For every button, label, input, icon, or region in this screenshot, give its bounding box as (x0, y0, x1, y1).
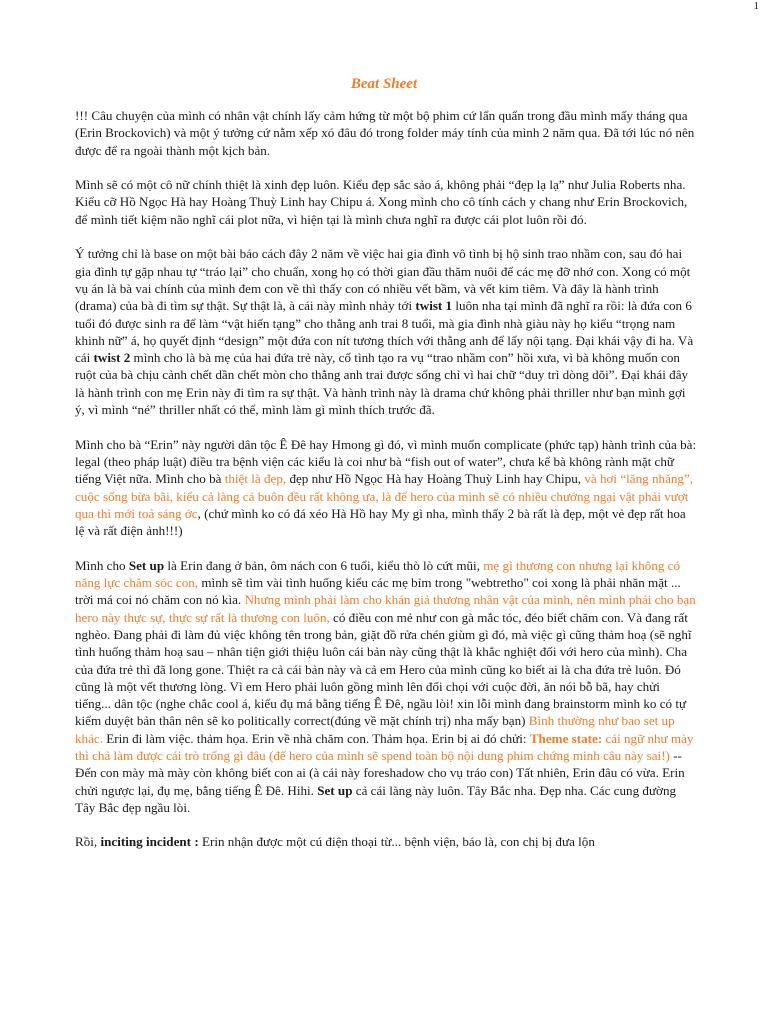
theme-state-label: Theme state: (529, 730, 603, 746)
inciting-incident-label: inciting incident : (100, 834, 199, 850)
paragraph-1: !!! Câu chuyện của mình có nhân vật chính lấy cảm hứng từ một bộ phim cứ lẩn quẩn trong đầu mình mấy tháng qua (Erin Brockovich) và một ý tưởng cứ nằm xếp xó đâu đó trong folder máy tính của mình 2 năm qua. Đã tới lúc nó nên được để ra ngoài thành một kịch bản. (75, 108, 695, 158)
highlight-text: Nhưng mình phải làm cho khán giả thương nhân vật của mình, nên mình phải cho bạn hero này thực sự, thực sự rất là thương con luôn, (75, 592, 696, 625)
paragraph-6: Rồi, inciting incident : Erin nhận được một cú điện thoại từ... bệnh viện, báo là, con chị bị đưa lộn (75, 834, 595, 850)
highlight-text: mẹ gì thương con nhưng lại không có năng lực chăm sóc con, (75, 557, 681, 591)
document-title: Beat Sheet (350, 76, 418, 92)
highlight-text: cái ngữ như mày thì chả làm được cái trò trống gì đâu (để hero của mình sẽ spend toàn bộ nội dung phim chứng minh câu này sai!) (75, 730, 694, 763)
set-up-label: Set up (128, 557, 165, 573)
paragraph-3: Ý tưởng chỉ là base on một bài báo cách đây 2 năm về việc hai gia đình vô tình bị hộ sinh trao nhầm con, sau đó hai gia đình tự gặp nhau tự “tráo lại” cho chuẩn, xong họ có thời gian đầu thăm nuôi để các mẹ đỡ nhớ con. Xong có một vụ án là bà vai chính của mình đem con về thì thấy con có nhiều vết bầm, và vết kim tiêm. Và đây là hành trình (drama) của bà đi tìm sự thật. Sự thật là, à cái này mình nhảy tới twist 1 luôn nha tại mình đã nghĩ ra rồi: là đứa con 6 tuổi đó được sinh ra để làm “vật hiến tạng” cho thằng anh trai 8 tuổi, mà gia đình nhà giàu này họ kiểu “trọng nam khinh nữ” á, họ quyết định “design” một đứa con nít tương thích với thằng anh để lấy nội tạng. Đại khái vậy đi ha. Và cái twist 2 mình cho là bà mẹ của hai đứa trẻ này, cố tình tạo ra vụ “trao nhầm con” hồi xưa, vì bà không muốn con ruột của bà chịu cảnh chết dần chết mòn cho thằng anh trai được sống chỉ vì hai chữ “duy trì dòng dõi”. Đại khái đây là hành trình con mẹ Erin này đi tìm ra sự thật. Và hành trình này là drama chứ không phải thriller như bạn mình gợi ý, vì mình “né” thriller nhất có thể, mình làm gì mình thích trước đã. (75, 246, 694, 418)
twist-1-label: twist 1 (415, 298, 453, 314)
paragraph-4: Mình cho bà “Erin” này người dân tộc Ê Đê hay Hmong gì đó, vì mình muốn complicate (phức tạp) hành trình của bà: legal (theo pháp luật) điều tra bệnh viện các kiểu là coi như bà “fish out of water”, chưa kể bà không rành mặt chữ tiếng Việt nữa. Mình cho bà thiệt là đẹp, đẹp như Hồ Ngọc Hà hay Hoàng Thuỳ Linh hay Chipu, và hơi “lăng nhăng”, cuộc sống bừa bãi, kiểu cả làng cả buôn đều rất không ưa, là để hero của mình sẽ có nhiều chướng ngại vật phải vượt qua thì mới toả sáng ớc, (chứ mình ko có đá xéo Hà Hồ hay My gì nha, mình thấy 2 bà rất là đẹp, một vẻ đẹp rất hoa lệ và rất điện ảnh!!!) (75, 436, 697, 539)
highlight-text: thiệt là đẹp, (224, 471, 287, 487)
paragraph-5: Mình cho Set up là Erin đang ở bản, ôm nách con 6 tuổi, kiểu thò lò cứt mũi, mẹ gì thương con nhưng lại không có năng lực chăm sóc con, mình sẽ tìm vài tình huống kiểu các mẹ bỉm trong "webtretho" coi xong là phải nhăn mặt ... trời má coi nó chăm con nó kìa. Nhưng mình phải làm cho khán giả thương nhân vật của mình, nên mình phải cho bạn hero này thực sự, thực sự rất là thương con luôn, có điều con mẻ như con gà mắc tóc, đéo biết chăm con. Và đang rất nghèo. Đang phải đi làm đủ việc không tên trong bản, giặt đồ rửa chén giùm gì đó, mà việc gì cũng thảm hoạ (sẽ nghĩ tình huống thảm hoạ sau – nhân tiện giới thiệu luôn cái bản này cũng thật là khắc nghiệt đối với hero của mình). Cha của đứa trẻ thì đã long gone. Thiệt ra cả cái bản này và cả em Hero của mình cũng ko biết ai là cha đứa trẻ luôn. Đó cũng là một vết thương lòng. Vì em Hero phải luôn gồng mình lên đối chọi với cuộc đời, ăn nói bỗ bã, hay chửi tiếng... dân tộc (nghe chắc cool á, kiểu đụ má bằng tiếng Ê Đê, ngầu lòi! xin lỗi mình đang brainstorm mình ko có tự kiểm duyệt bản thân nên sẽ ko politically correct(đúng về mặt chính trị) nha mấy bạn) Bình thường như bao set up khác. Erin đi làm việc. thảm họa. Erin về nhà chăm con. Thảm họa. Erin bị ai đó chửi: Theme state: cái ngữ như mày thì chả làm được cái trò trống gì đâu (để hero của mình sẽ spend toàn bộ nội dung phim chứng minh câu này sai!) -- Đến con mày mà mày còn không biết con ai (à cái này foreshadow cho vụ tráo con) Tất nhiên, Erin đâu có vừa. Erin chửi ngược lại, đụ mẹ, bằng tiếng Ê Đê. Hihi. Set up cả cái làng này luôn. Tây Bắc nha. Đẹp nha. Các cung đường Tây Bắc đẹp ngầu lòi. (75, 557, 696, 815)
highlight-text: và hơi “lăng nhăng”, cuộc sống bừa bãi, kiểu cả làng cả buôn đều rất không ưa, là để hero của mình sẽ có nhiều chướng ngại vật phải vượt qua thì mới toả sáng ớc (75, 471, 694, 521)
paragraph-2: Mình sẽ có một cô nữ chính thiệt là xinh đẹp luôn. Kiểu đẹp sắc sảo á, không phải “đẹp lạ lạ” như Julia Roberts nha. Kiểu cỡ Hồ Ngọc Hà hay Hoàng Thuỳ Linh hay Chipu á. Xong mình cho cô tính cách y chang như Erin Brockovich, để mình tiết kiệm não nghĩ cái plot nữa, vì hiện tại là mình chưa nghĩ ra được cái plot luôn rồi đó. (75, 177, 688, 227)
page-number: 1 (753, 0, 759, 12)
document-body (75, 107, 697, 868)
twist-2-label: twist 2 (93, 350, 131, 366)
set-up-label: Set up (317, 782, 353, 798)
highlight-text: Bình thường như bao set up khác. (75, 713, 675, 746)
